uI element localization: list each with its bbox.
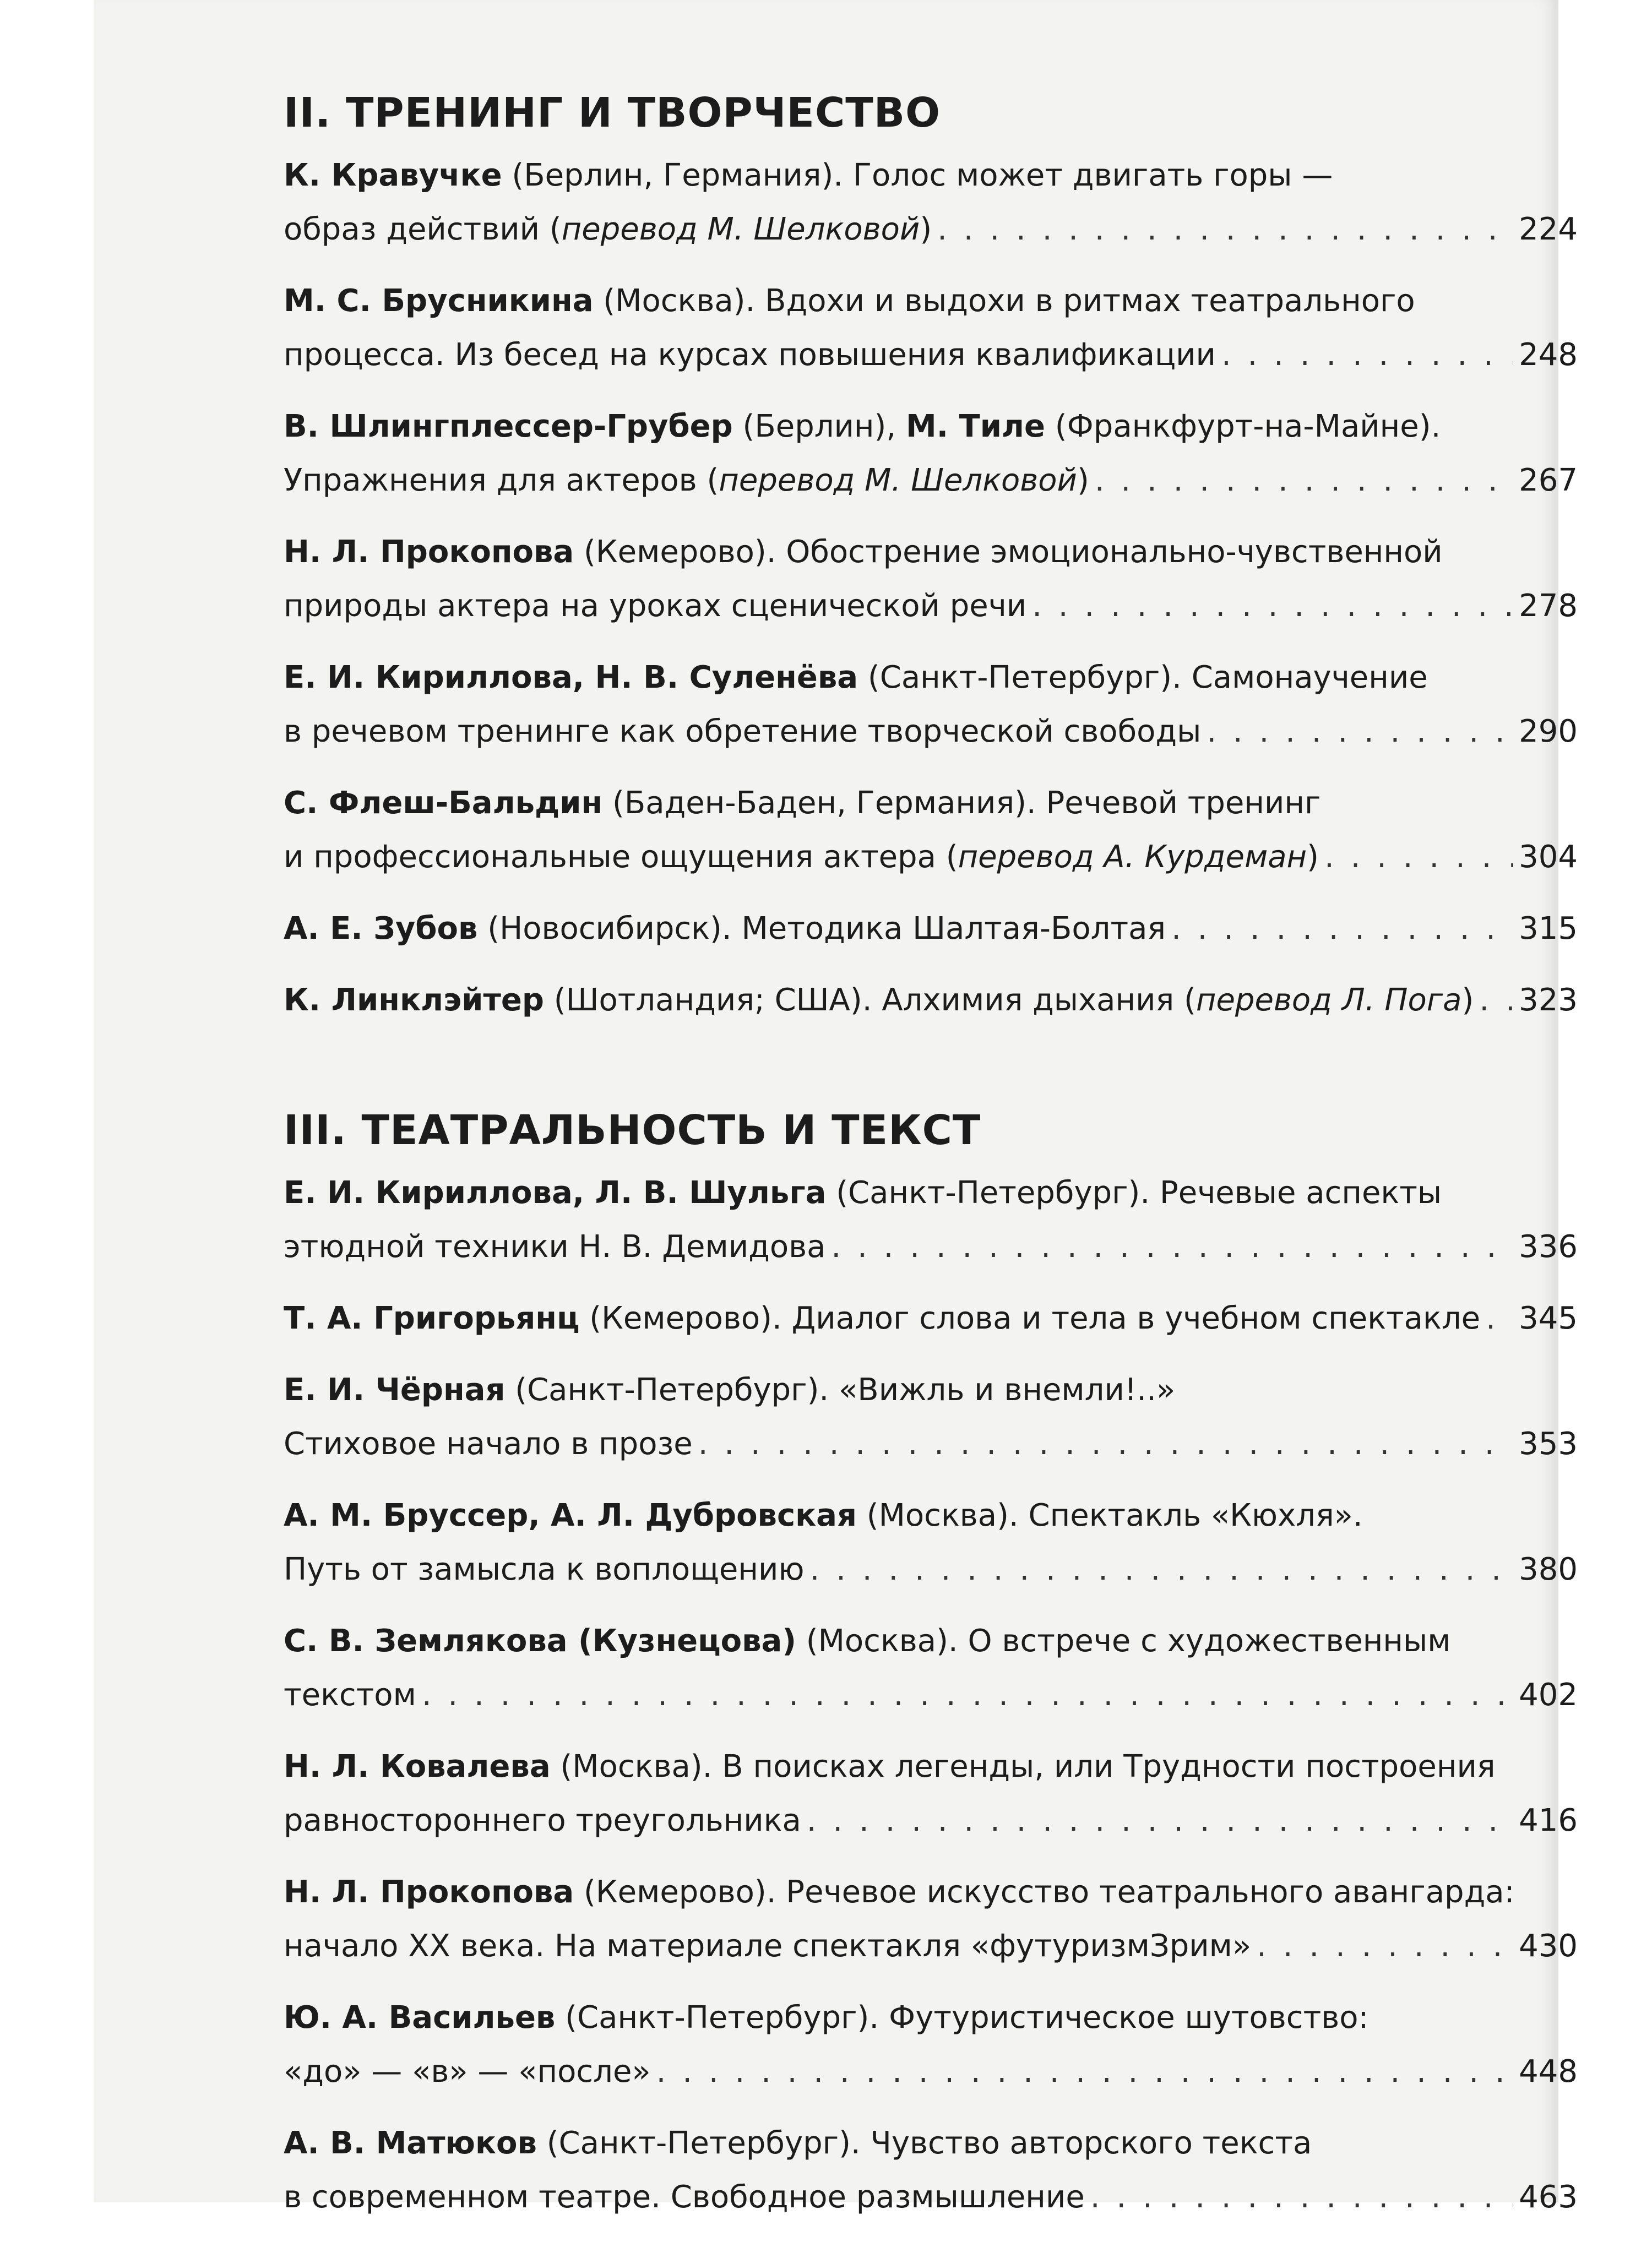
section-title: II. ТРЕНИНГ И ТВОРЧЕСТВО [284,89,941,137]
entry-authors: Е. И. Чёрная [284,1372,506,1408]
entry-authors: В. Шлингплессер-Грубер [284,409,733,444]
dot-leader [1171,902,1513,956]
entry-title: (Санкт-Петербург). Самонаучение [858,660,1428,695]
entry-title: (Кемерово). Диалог слова и тела в учебном спектакле [579,1300,1481,1336]
toc-entry [284,1991,1578,2099]
entry-authors: М. Тиле [906,409,1045,444]
toc-entry [284,973,1578,1027]
entry-translator: перевод М. Шелковой [561,211,920,247]
dot-leader [1207,705,1513,759]
toc-entry [284,274,1578,382]
toc-entry [284,902,1578,956]
page-number: 323 [1519,982,1578,1018]
dot-leader [1221,328,1513,382]
entry-title: Стиховое начало в прозе [284,1426,693,1462]
table-of-contents [284,77,1578,2242]
entry-title: в речевом тренинге как обретение творческой свободы [284,714,1202,749]
page-number: 336 [1519,1229,1578,1265]
toc-entry [284,1292,1578,1346]
dot-leader [1090,2170,1513,2224]
section-title: III. ТЕАТРАЛЬНОСТЬ И ТЕКСТ [284,1107,981,1154]
entry-authors: А. В. Матюков [284,2125,537,2161]
toc-entry [284,1614,1578,1722]
page-number: 430 [1519,1928,1578,1964]
entry-title: ) [1077,462,1089,498]
entry-authors: Т. А. Григорьянц [284,1300,580,1336]
entry-title: природы актера на уроках сценической речи [284,588,1027,624]
entry-authors: А. М. Бруссер, А. Л. Дубровская [284,1498,857,1533]
toc-entry [284,400,1578,508]
entry-title: (Франкфурт-на-Майне). [1045,409,1441,444]
entry-title: (Берлин), [732,409,906,444]
toc-entry [284,149,1578,257]
entry-title: Упражнения для актеров ( [284,462,719,498]
dot-leader [698,1417,1513,1471]
entry-title: (Шотландия; США). Алхимия дыхания ( [544,982,1196,1018]
entry-title: «до» — «в» — «после» [284,2054,651,2089]
dot-leader [831,1220,1513,1274]
toc-entry [284,1740,1578,1848]
entry-authors: М. С. Брусникина [284,283,594,319]
entry-title: образ действий ( [284,211,562,247]
entry-authors: Н. Л. Ковалева [284,1749,551,1784]
dot-leader [1032,579,1513,633]
entry-title: (Санкт-Петербург). «Вижль и внемли!..» [505,1372,1176,1408]
toc-entry [284,2116,1578,2224]
dot-leader [1257,1919,1513,1973]
toc-entry [284,1489,1578,1597]
entry-title: этюдной техники Н. В. Демидова [284,1229,826,1265]
entry-title: в современном театре. Свободное размышление [284,2179,1085,2215]
entry-authors: С. Флеш-Бальдин [284,785,603,821]
entry-title: (Санкт-Петербург). Чувство авторского текста [536,2125,1312,2161]
page-number: 402 [1519,1677,1578,1713]
entry-title: (Берлин, Германия). Голос может двигать горы — [502,157,1333,193]
entry-title: (Москва). В поисках легенды, или Трудности построения [550,1749,1496,1784]
dot-leader [807,1794,1513,1848]
entry-title: (Новосибирск). Методика Шалтая-Болтая [477,911,1166,946]
entry-title: текстом [284,1677,416,1713]
page-number: 224 [1519,211,1578,247]
dot-leader [1095,454,1513,508]
entry-authors: А. Е. Зубов [284,911,478,946]
entry-title: (Москва). Вдохи и выдохи в ритмах театрального [593,283,1415,319]
toc-entry [284,1363,1578,1471]
dot-leader [1479,973,1513,1027]
entry-authors: Ю. А. Васильев [284,2000,556,2036]
page-number: 304 [1519,839,1578,875]
page-number: 278 [1519,588,1578,624]
entry-authors: Н. Л. Прокопова [284,1874,574,1910]
entry-authors: Н. Л. Прокопова [284,534,574,570]
entry-title: ) [1461,982,1474,1018]
toc-entry [284,1865,1578,1973]
entry-translator: перевод Л. Пога [1195,982,1462,1018]
entry-translator: перевод М. Шелковой [719,462,1077,498]
dot-leader [810,1543,1514,1597]
entry-title: процесса. Из бесед на курсах повышения квалификации [284,337,1216,373]
page-number: 315 [1519,911,1578,946]
entry-authors: К. Кравучке [284,157,502,193]
dot-leader [656,2045,1513,2099]
toc-entry [284,1166,1578,1274]
dot-leader [1324,830,1513,884]
toc-entry [284,525,1578,633]
book-page [94,0,1578,2215]
entry-title: (Москва). О встрече с художественным [796,1623,1451,1659]
entry-title: начало XX века. На материале спектакля «футуризмЗрим» [284,1928,1252,1964]
page-number: 448 [1519,2054,1578,2089]
dot-leader [1486,1292,1513,1346]
entry-title: равностороннего треугольника [284,1803,801,1838]
entry-title: (Кемерово). Речевое искусство театрального авангарда: [574,1874,1515,1910]
page-number: 248 [1519,337,1578,373]
dot-leader [937,203,1513,257]
entry-authors: Е. И. Кириллова, Л. В. Шульга [284,1175,827,1211]
entry-title: (Баден-Баден, Германия). Речевой тренинг [602,785,1321,821]
entry-title: Путь от замысла к воплощению [284,1552,805,1587]
dot-leader [422,1668,1513,1722]
entry-title: (Москва). Спектакль «Кюхля». [856,1498,1363,1533]
entry-title: (Санкт-Петербург). Речевые аспекты [826,1175,1442,1211]
entry-authors: Е. И. Кириллова, Н. В. Суленёва [284,660,858,695]
entry-translator: перевод А. Курдеман [958,839,1307,875]
entry-title: и профессиональные ощущения актера ( [284,839,958,875]
entry-title: (Санкт-Петербург). Футуристическое шутовство: [555,2000,1369,2036]
page-number: 416 [1519,1803,1578,1838]
entry-title: ) [920,211,932,247]
entry-authors: К. Линклэйтер [284,982,544,1018]
toc-entry [284,776,1578,884]
page-number: 290 [1519,714,1578,749]
toc-entry [284,651,1578,759]
page-number: 345 [1519,1300,1578,1336]
entry-authors: С. В. Землякова (Кузнецова) [284,1623,796,1659]
page-number: 380 [1519,1552,1578,1587]
page-number: 463 [1519,2179,1578,2215]
page-number: 353 [1519,1426,1578,1462]
entry-title: ) [1307,839,1319,875]
page-number: 267 [1519,462,1578,498]
entry-title: (Кемерово). Обострение эмоционально-чувственной [574,534,1443,570]
